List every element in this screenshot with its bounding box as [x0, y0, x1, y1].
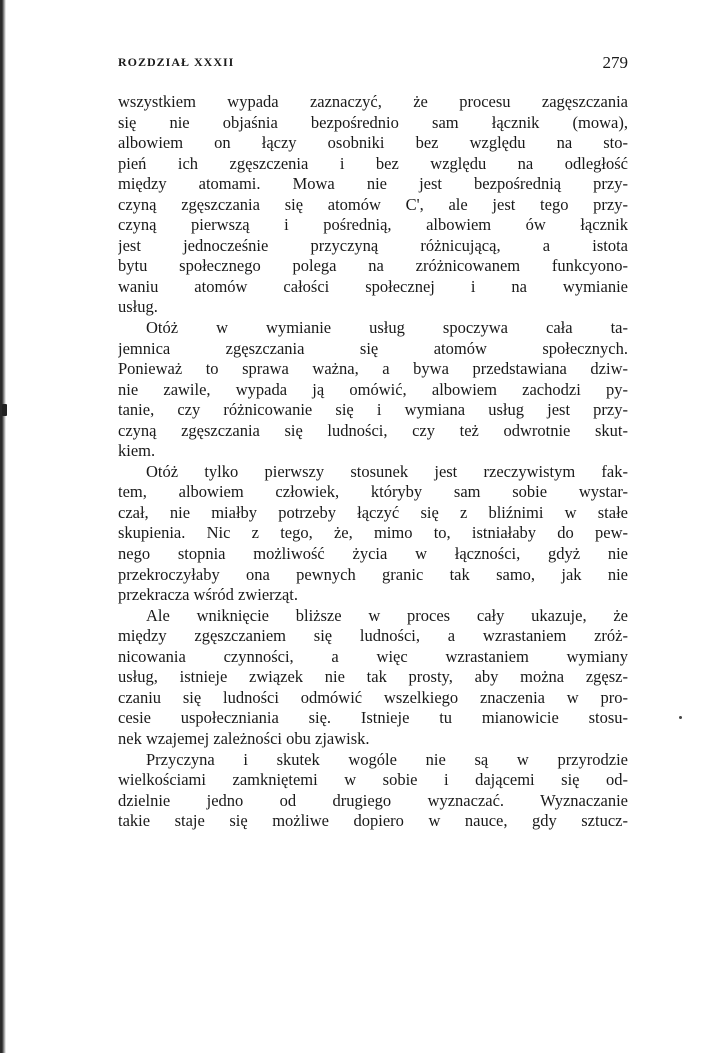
ink-speck [679, 716, 682, 719]
chapter-title: ROZDZIAŁ XXXII [118, 55, 235, 69]
text-line: czyną pierwszą i pośrednią, albowiem ów łącznik [118, 215, 628, 235]
text-line: kiem. [118, 441, 156, 461]
text-line: przekroczyłaby ona pewnych granic tak samo, jak nie [118, 564, 628, 584]
page-binding-edge [0, 0, 6, 1053]
text-line: między atomami. Mowa nie jest bezpośrednią przy- [118, 174, 628, 194]
text-line: Otóż tylko pierwszy stosunek jest rzeczywistym fak- [146, 461, 628, 481]
text-line: tem, albowiem człowiek, któryby sam sobie wystar- [118, 482, 628, 502]
text-line: między zgęszczaniem się ludności, a wzrastaniem zróż- [118, 626, 628, 646]
text-line: albowiem on łączy osobniki bez względu na sto- [118, 133, 628, 153]
margin-mark [2, 404, 7, 416]
text-line: Ponieważ to sprawa ważna, a bywa przedstawiana dziw- [118, 359, 628, 379]
text-line: czyną zgęszczania się atomów C', ale jest tego przy- [118, 194, 628, 214]
text-line: przekracza wśród zwierząt. [118, 585, 299, 605]
text-line: nego stopnia możliwość życia w łączności, gdyż nie [118, 544, 628, 564]
text-line: Otóż w wymianie usług spoczywa cała ta- [146, 318, 628, 338]
text-line: Ale wniknięcie bliższe w proces cały ukazuje, że [146, 605, 628, 625]
text-line: usług, istnieje związek nie tak prosty, aby można zgęsz- [118, 667, 628, 687]
text-line: jemnica zgęszczania się atomów społecznych. [118, 338, 628, 358]
text-line: wielkościami zamkniętemi w sobie i dającemi się od- [118, 770, 628, 790]
text-line: pień ich zgęszczenia i bez względu na odległość [118, 153, 628, 173]
text-line: nicowania czynności, a więc wzrastaniem wymiany [118, 646, 628, 666]
text-line: skupienia. Nic z tego, że, mimo to, istniałaby do pew- [118, 523, 628, 543]
page-number: 279 [602, 53, 628, 72]
text-line: Przyczyna i skutek wogóle nie są w przyrodzie [146, 749, 628, 769]
text-line: czaniu się ludności odmówić wszelkiego znaczenia w pro- [118, 687, 628, 707]
text-line: czał, nie miałby potrzeby łączyć się z bliźnimi w stałe [118, 502, 628, 522]
text-line: wszystkiem wypada zaznaczyć, że procesu zagęszczania [118, 92, 628, 111]
text-line: waniu atomów całości społecznej i na wymianie [118, 276, 628, 296]
text-line: nie zawile, wypada ją omówić, albowiem zachodzi py- [118, 379, 628, 399]
text-line: bytu społecznego polega na zróżnicowanem funkcyono- [118, 256, 628, 276]
text-line: cesie uspołeczniania się. Istnieje tu mianowicie stosu- [118, 708, 628, 728]
text-line: takie staje się możliwe dopiero w nauce, gdy sztucz- [118, 811, 628, 831]
text-line: czyną zgęszczania się ludności, czy też odwrotnie skut- [118, 420, 628, 440]
body-text [118, 92, 628, 832]
text-line: usług. [118, 297, 158, 317]
text-line: się nie objaśnia bezpośrednio sam łącznik (mowa), [118, 112, 628, 132]
text-line: dzielnie jedno od drugiego wyznaczać. Wyznaczanie [118, 790, 628, 810]
text-line: tanie, czy różnicowanie się i wymiana usług jest przy- [118, 400, 628, 420]
text-line: nek wzajemej zależności obu zjawisk. [118, 728, 370, 748]
text-line: jest jednocześnie przyczyną różnicującą, a istota [118, 235, 628, 255]
running-head [118, 53, 628, 75]
